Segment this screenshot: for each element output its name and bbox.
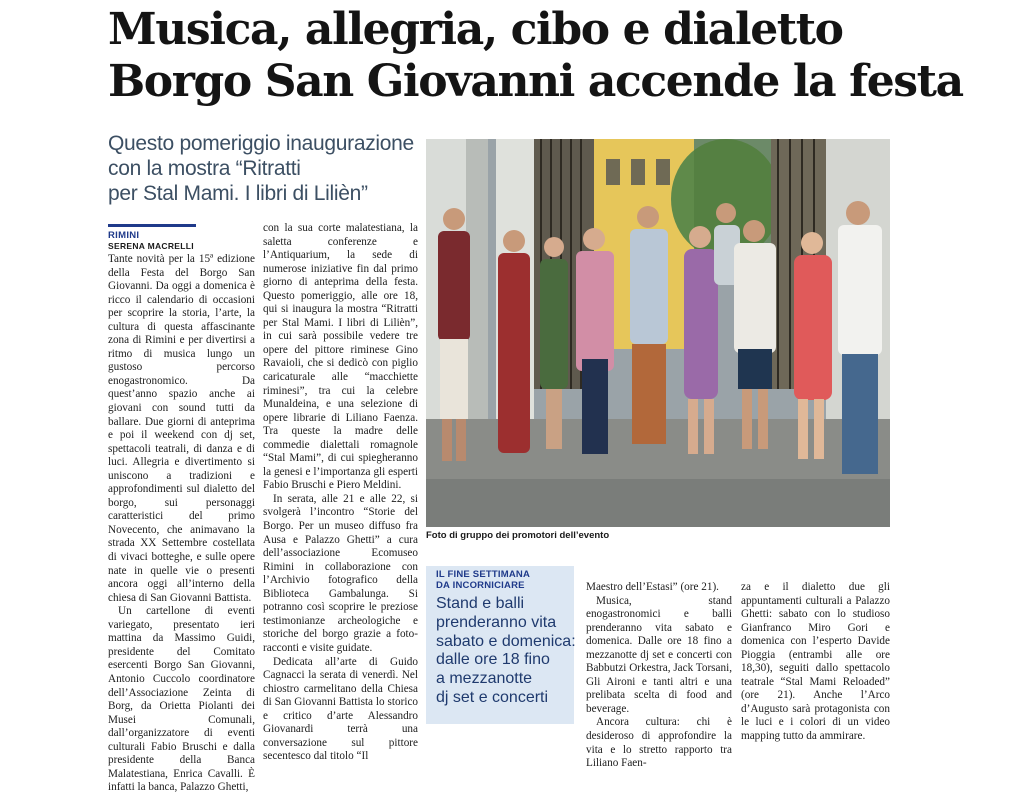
sidebar-text-line: prenderanno vita <box>436 613 557 631</box>
sidebar-text-line: dalle ore 18 fino <box>436 651 550 669</box>
group-photo-illustration <box>426 139 890 527</box>
paragraph: Tante novità per la 15ª edizione della Festa del Borgo San Giovanni. Da oggi a domenica è ricco il calendario di occasioni per scoprire la storia, l’arte, la cultura di questa affascinante zona di Rimini e per divertirsi a ritmo di musica lungo un gustoso percorso enogastronomico. Da quest’anno spazio anche ai giovani con sound tutti da ballare. Due giorni di anteprima e poi il weekend con dj set, spettacoli teatrali, di danza e di luci. Allegria e divertimento si uniscono a tradizioni e approfondimenti sul dialetto del borgo, sui personaggi caratteristici del primo Novecento, che animavano la strada XX Settembre costellata di vivaci botteghe, e sulle opere nate in quelle vie o presenti ancora oggi all’interno della chiesa di San Giovanni Battista. <box>108 253 255 604</box>
sidebar-label <box>426 566 574 595</box>
paragraph: Ancora cultura: chi è desideroso di approfondire la vita e lo stretto rapporto tra Liliano Faen- <box>586 716 732 770</box>
section-label: RIMINI <box>108 230 140 241</box>
paragraph: Dedicata all’arte di Guido Cagnacci la serata di venerdì. Nel chiostro carmelitano della Chiesa di San Giovanni Battista lo storico e critico d’arte Alessandro Giovanardi terrà una conversazione sul pittore secentesco dal titolo “Il <box>263 655 418 763</box>
subheadline <box>108 131 413 206</box>
sidebar-text-line: dj set e concerti <box>436 688 549 706</box>
paragraph: In serata, alle 21 e alle 22, si svolgerà l’incontro “Storie del Borgo. Per un museo diffuso fra Ausa e Palazzo Ghetti” a cura dell’associazione Ecomuseo Rimini in collaborazione con l’Archivio fotografico della Biblioteca Gambalunga. Si potranno così scoprire le preziose testimonianze archeologiche e storiche del borgo grazie a foto-racconti e visite guidate. <box>263 492 418 654</box>
article-column-4 <box>741 581 890 744</box>
headline-line-2: Borgo San Giovanni accende la festa <box>108 56 963 107</box>
sidebar-text-line: Stand e balli <box>436 595 525 612</box>
paragraph: con la sua corte malatestiana, la saletta conferenze e l’Antiquarium, la sede di numerose iniziative fin dal primo giorno di anteprima della festa. Questo pomeriggio, alle ore 18, qui si inaugura la mostra “Ritratti per Stal Mami. I libri di Lilièn”, in cui sarà possibile vedere tre opere del pittore riminese Gino Ravaioli, che si dedicò con piglio caricaturale alle “macchiette riminesi”, tra cui la celebre Munaldeina, e una selezione di opere librarie di Liliano Faenza. Tra queste la madre delle commedie dialettali romagnole “Stal Mami”, di cui spiegheranno la genesi e l’importanza gli esperti Fabio Bruschi e Piero Meldini. <box>263 222 418 492</box>
sidebar-label-line-2: DA INCORNICIARE <box>436 580 525 591</box>
paragraph: Maestro dell’Estasi” (ore 21). <box>586 581 719 593</box>
sidebar-quote <box>426 595 574 708</box>
sidebar-text-line: sabato e domenica: <box>436 632 576 650</box>
paragraph: za e il dialetto due gli appuntamenti culturali a Palazzo Ghetti: sabato con lo studioso Gianfranco Miro Gori e domenica con l’esperto Davide Pioggia (entrambi alle ore 18,30), seguiti dallo spettacolo teatrale “Stal Mami Reloaded” (ore 21). Anche l’Arco d’Augusto sarà protagonista con le luci e i colori di un video mapping tutto da ammirare. <box>741 581 890 743</box>
section-rule <box>108 224 196 227</box>
sidebar-box <box>426 566 574 724</box>
paragraph: Musica, stand enogastronomici e balli prenderanno vita sabato e domenica. Dalle ore 18 fino a mezzanotte dj set e concerti con Babbutzi Orkestra, Jack Torsani, Gli Aironi e tanti altri e una prelibata scelta di food and beverage. <box>586 594 732 715</box>
subhead-line-1: Questo pomeriggio inaugurazione <box>108 132 414 155</box>
sidebar-text-line: a mezzanotte <box>436 670 533 688</box>
group-photo <box>426 139 890 527</box>
paragraph: Un cartellone di eventi variegato, presentato ieri mattina da Massimo Guidi, presidente del Comitato esercenti Borgo San Giovanni, Antonio Cuccolo coordinatore dell’Associazione Zeinta di Borg, da Orietta Piolanti dei Musei Comunali, dall’organizzatore di eventi culturali Fabio Bruschi e dalla presidente della Banca Malatestiana, Enrica Cavalli. È infatti la banca, Palazzo Ghetti, <box>108 605 255 794</box>
article-column-1 <box>108 224 255 795</box>
article-column-2 <box>263 222 418 764</box>
sidebar-label-line-1: IL FINE SETTIMANA <box>436 569 531 580</box>
headline-line-1: Musica, allegria, cibo e dialetto <box>108 4 843 55</box>
subhead-line-2: con la mostra “Ritratti <box>108 157 301 180</box>
article-column-3 <box>586 581 732 771</box>
photo-caption: Foto di gruppo dei promotori dell’evento <box>426 530 610 541</box>
byline: SERENA MACRELLI <box>108 241 194 251</box>
headline <box>108 4 968 108</box>
subhead-line-3: per Stal Mami. I libri di Lilièn” <box>108 182 368 205</box>
